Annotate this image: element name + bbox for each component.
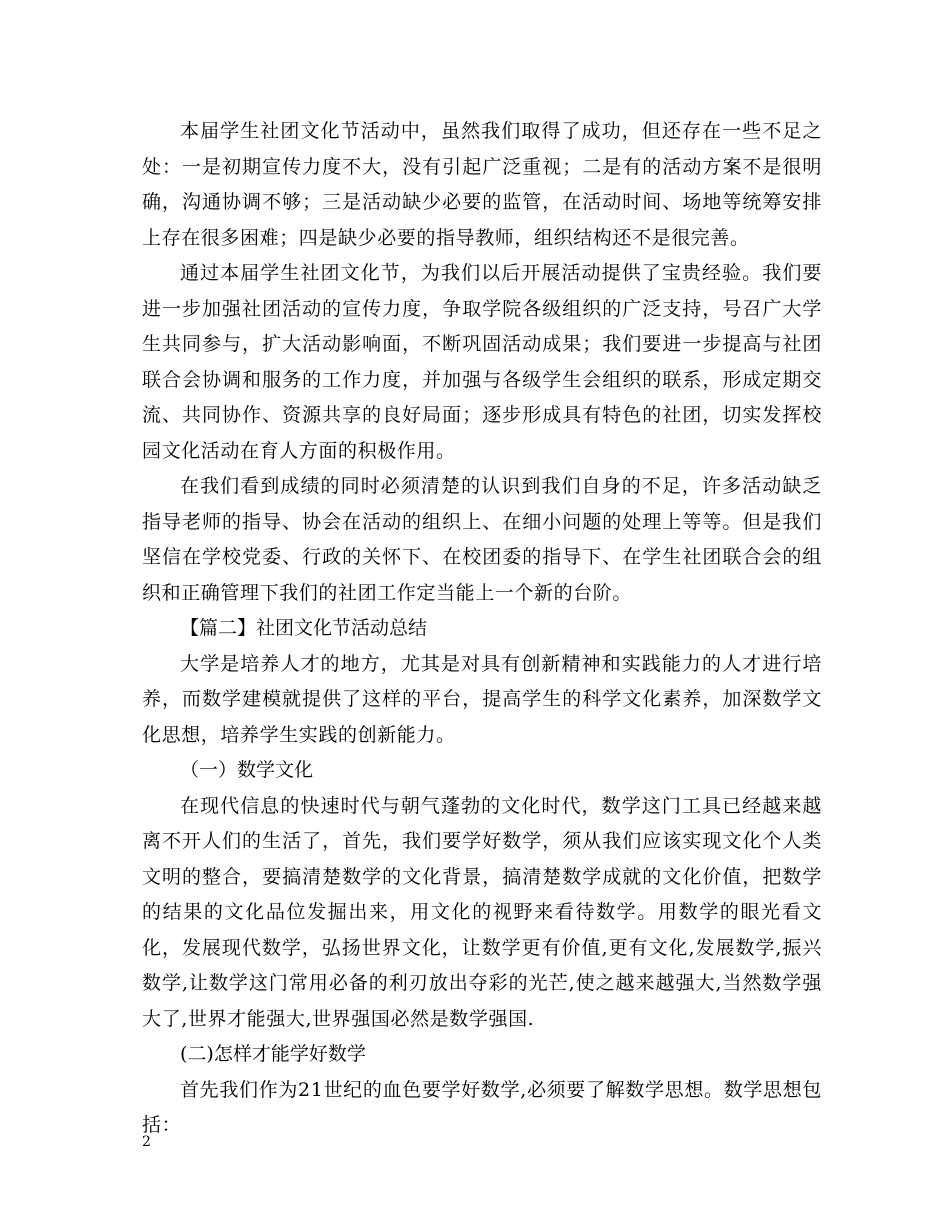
paragraph-shortcomings: 本届学生社团文化节活动中，虽然我们取得了成功，但还存在一些不足之处：一是初期宣传力度不大，没有引起广泛重视；二是有的活动方案不是很明确，沟通协调不够；三是活动缺少必要的监管，在活动时间、场地等统筹安排上存在很多困难；四是缺少必要的指导教师，组织结构还不是很完善。 [142,120,822,249]
paragraph-math-thought: 首先我们作为21世纪的血色要学好数学,必须要了解数学思想。数学思想包括： [142,1078,822,1136]
subheading-math-culture: （一）数学文化 [180,759,314,781]
paragraph-university-intro: 大学是培养人才的地方，尤其是对具有创新精神和实践能力的人才进行培养，而数学建模就提供了这样的平台，提高学生的科学文化素养，加深数学文化思想，培养学生实践的创新能力。 [142,652,822,746]
section-heading-part-two: 【篇二】社团文化节活动总结 [180,617,428,639]
paragraph-confidence: 在我们看到成绩的同时必须清楚的认识到我们自身的不足，许多活动缺乏指导老师的指导、协会在活动的组织上、在细小问题的处理上等等。但是我们坚信在学校党委、行政的关怀下、在校团委的指导下、在学生社团联合会的组织和正确管理下我们的社团工作定当能上一个新的台阶。 [142,475,822,604]
page-number: 2 [142,1134,151,1150]
paragraph-experience: 通过本届学生社团文化节，为我们以后开展活动提供了宝贵经验。我们要进一步加强社团活动的宣传力度，争取学院各级组织的广泛支持，号召广大学生共同参与，扩大活动影响面，不断巩固活动成果；我们要进一步提高与社团联合会协调和服务的工作力度，并加强与各级学生会组织的联系，形成定期交流、共同协作、资源共享的良好局面；逐步形成具有特色的社团，切实发挥校园文化活动在育人方面的积极作用。 [142,262,822,462]
subheading-learn-math: (二)怎样才能学好数学 [180,1043,366,1065]
paragraph-math-culture: 在现代信息的快速时代与朝气蓬勃的文化时代，数学这门工具已经越来越离不开人们的生活了，首先，我们要学好数学，须从我们应该实现文化个人类文明的整合，要搞清楚数学的文化背景，搞清楚数学成就的文化价值，把数学的结果的文化品位发掘出来，用文化的视野来看待数学。用数学的眼光看文化，发展现代数学，弘扬世界文化，让数学更有价值,更有文化,发展数学,振兴数学,让数学这门常用必备的利刃放出夺彩的光芒,使之越来越强大,当然数学强大了,世界才能强大,世界强国必然是数学强国. [142,794,822,1030]
document-body [142,114,822,1144]
